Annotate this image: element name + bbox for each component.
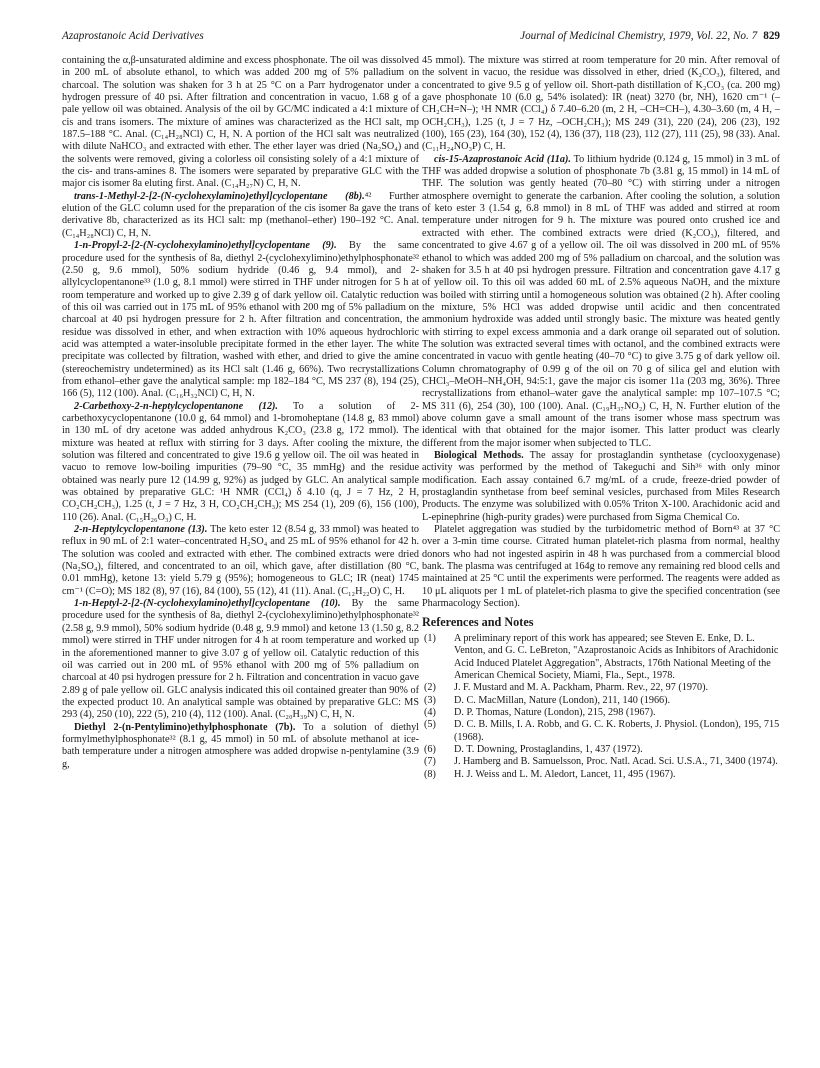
reference-text: H. J. Weiss and L. M. Aledort, Lancet, 11, 495 (1967). bbox=[454, 768, 676, 780]
running-head bbox=[62, 30, 780, 46]
paragraph-body: To a solution of diethyl formylmethylphosphonate³² (8.1 g, 45 mmol) in 50 mL of absolute methanol at ice-bath temperature under a nitrogen atmosphere was added dropwise n-pentylamine (3.9 g, bbox=[62, 721, 419, 770]
reference-number: (8) bbox=[424, 768, 436, 780]
paragraph-body: By the same procedure used for the synthesis of 8a, diethyl 2-(cyclohexylimino)ethylphosphonate³² (2.50 g, 9.6 mmol), 50% sodium hydride (0.46 g, 9.4 mmol), and 2-allylcyclopentanone³³ (1.0 g, 8.1 mmol) were stirred in THF under nitrogen for 5 h at room temperature and worked up to give 2.39 g of dark yellow oil. Catalytic reduction of this oil was carried out in 175 mL of 95% ethanol with 200 mg of 5% palladium on charcoal at 40 psi hydrogen pressure for 2 h. After filtration and concentration, the residue was dissolved in ether, and when extraction with 10% aqueous hydrochloric acid was attempted a water-insoluble precipitate formed in the ether layer. The white precipitate was collected by filtration, washed with ether, and dried to give the amine (stereochemistry undetermined) as its HCl salt (1.46 g, 66%). Two recrystallizations from ethanol–ether gave the analytical sample: mp 182–184 °C, MS 237 (8), 194 (25), 166 (5), 112 (100). Anal. (C₁₆H₃₂NCl) C, H, N. bbox=[62, 240, 419, 400]
references-heading: References and Notes bbox=[422, 615, 534, 630]
reference-text: D. T. Downing, Prostaglandins, 1, 437 (1972). bbox=[454, 743, 643, 755]
reference-item bbox=[422, 744, 780, 756]
reference-number: (2) bbox=[424, 682, 436, 694]
paragraph bbox=[62, 598, 419, 721]
reference-text: D. C. B. Mills, I. A. Robb, and G. C. K. Roberts, J. Physiol. (London), 195, 715 (1968). bbox=[454, 719, 780, 743]
reference-item bbox=[422, 719, 780, 744]
reference-number: (7) bbox=[424, 756, 436, 768]
reference-number: (3) bbox=[424, 694, 436, 706]
paragraph bbox=[62, 401, 419, 524]
reference-text: J. Hamberg and B. Samuelsson, Proc. Natl. Acad. Sci. U.S.A., 71, 3400 (1974). bbox=[454, 756, 778, 768]
reference-number: (4) bbox=[424, 706, 436, 718]
right-column bbox=[422, 55, 780, 781]
paragraph bbox=[422, 154, 780, 450]
compound-heading: 2-n-Heptylcyclopentanone (13). bbox=[74, 524, 208, 536]
paragraph bbox=[62, 524, 419, 598]
paragraph-body: By the same procedure used for the synthesis of 8a, diethyl 2-(cyclohexylimino)ethylphosphonate³² (2.58 g, 9.9 mmol), 50% sodium hydride (0.48 g, 9.9 mmol) and ketone 13 (1.50 g, 8.2 mmol) were stirred in THF under nitrogen for 4 h at room temperature and worked up in the aforementioned manner to give 3.07 g of yellow oil. Catalytic reduction of this oil was carried out in 200 mL of 95% ethanol with 200 mg of 5% palladium on charcoal at 40 psi hydrogen pressure for 2 h. Filtration and concentration in vacuo gave 2.89 g of pale yellow oil. GLC analysis indicated this oil contained greater than 90% of the expected product 10. An analytical sample was obtained by preparative GLC: MS 293 (4), 250 (10), 222 (5), 210 (4), 112 (100). Anal. (C₂₀H₃₉N) C, H, N. bbox=[62, 598, 419, 721]
journal-citation: Journal of Medicinal Chemistry, 1979, Vol. 22, No. 7 bbox=[520, 30, 758, 42]
paragraph bbox=[62, 722, 419, 771]
reference-number: (6) bbox=[424, 743, 436, 755]
compound-heading: cis-15-Azaprostanoic Acid (11a). bbox=[434, 153, 571, 165]
running-head-journal bbox=[520, 30, 780, 42]
paragraph: containing the α,β-unsaturated aldimine and excess phosphonate. The oil was dissolved in 200 mL of absolute ethanol, to which was added 200 mg of 5% palladium on charcoal. The solution was shaken for 3 h at 25 °C on a Parr hydrogenator under a hydrogen pressure of 40 psi. After filtration and concentration in vacuo, 1.68 g of a pale yellow oil was obtained. Analysis of the oil by GC/MC indicated a 4:1 mixture of cis and trans isomers. The mixture of amines was characterized as the HCl salt, mp 187.5–188 °C. Anal. (C₁₄H₂₈NCl) C, H, N. A portion of the HCl salt was neutralized with dilute NaHCO₃ and extracted with ether. The ether layer was dried (Na₂SO₄) and the solvents were removed, giving a colorless oil consisting solely of a 4:1 mixture of the cis- and trans-amines 8. The isomers were separated by preparative GLC with the major cis isomer 8a eluting first. Anal. (C₁₄H₂₇N) C, H, N. bbox=[62, 55, 419, 190]
reference-number: (1) bbox=[424, 632, 436, 644]
reference-item bbox=[422, 756, 780, 768]
section-run-in-heading: Biological Methods. bbox=[434, 450, 524, 461]
paragraph-body: The assay for prostaglandin synthetase (cyclooxygenase) activity was performed by the method of Takeguchi and Sih³⁶ with only minor modification. Each assay contained 6.7 mg/mL of a crude, freeze-dried powder of prostaglandin synthetase from beef seminal vesicles, purchased from Miles Research Products. The enzyme was solubilized with 0.05% Triton X-100. Arachidonic acid and L-epinephrine (high-purity grades) were purchased from Sigma Chemical Co. bbox=[422, 450, 780, 523]
running-head-title: Azaprostanoic Acid Derivatives bbox=[62, 30, 204, 42]
reference-item bbox=[422, 682, 780, 694]
compound-heading: 1-n-Propyl-2-[2-(N-cyclohexylamino)ethyl]cyclopentane (9). bbox=[74, 240, 337, 252]
paragraph-body: The keto ester 12 (8.54 g, 33 mmol) was heated to reflux in 90 mL of 2:1 water–concentrated H₂SO₄ and 25 mL of 95% ethanol for 42 h. The solution was cooled and extracted with ether. The combined extracts were dried (Na₂SO₄), filtered, and concentrated to an oil, which gave, after distillation (80 °C, 0.01 mmHg), ketone 13: yield 5.79 g (95%); homogeneous to GLC; IR (neat) 1745 cm⁻¹ (C=O); MS 182 (8), 97 (16), 84 (100), 55 (12), 41 (11). Anal. (C₁₂H₂₂O) C, H. bbox=[62, 524, 419, 597]
compound-heading: 2-Carbethoxy-2-n-heptylcyclopentanone (12). bbox=[74, 400, 278, 412]
paragraph: Platelet aggregation was studied by the turbidometric method of Born⁴³ at 37 °C over a 3-min time course. Citrated human platelet-rich plasma from normal, healthy donors who had not ingested aspirin in 48 h was purchased from a commercial blood bank. The plasma was centrifuged at 164g to remove any remaining red blood cells and maintained at 25 °C until the experiments were performed. The reagents were added as 10 μL aliquots per 1 mL of platelet-rich plasma to give the specified concentration (see Pharmacology Section). bbox=[422, 524, 780, 610]
paragraph bbox=[62, 240, 419, 400]
reference-text: D. C. MacMillan, Nature (London), 211, 140 (1966). bbox=[454, 694, 671, 706]
reference-item bbox=[422, 769, 780, 781]
paragraph-body: To lithium hydride (0.124 g, 15 mmol) in 3 mL of THF was added dropwise a solution of phosphonate 7b (3.81 g, 15 mmol) in 14 mL of THF. The solution was gently heated (70–80 °C) with stirring under a nitrogen atmosphere overnight to generate the carbanion. After cooling the solution, a solution of keto ester 3 (1.54 g, 6.8 mmol) in 8 mL of THF was added and stirred at room temperature under nitrogen for 9 h. The mixture was poured onto crushed ice and extracted with ether. The combined extracts were dried (K₂CO₃), filtered, and concentrated to give 4.67 g of a yellow oil. The oil was dissolved in 200 mL of 95% ethanol to which was added 200 mg of 5% palladium on charcoal, and the solution was shaken for 3.5 h at 40 psi hydrogen pressure. Filtration and concentration gave 4.17 g of yellow oil. To this oil was added 60 mL of 2.5% aqueous NaOH, and the mixture was boiled with stirring until a homogeneous solution was obtained (2 h). After cooling the mixture, 5% HCl was added dropwise until acidic and then concentrated ammonium hydroxide was added until strongly basic. The mixture was heated gently with stirring to expel excess ammonia and a dark orange oil separated out of solution. The solution was extracted several times with octanol, and the combined extracts were concentrated in vacuo with gentle heating (40–70 °C) to give 3.75 g of dark yellow oil. Column chromatography of 0.99 g of the oil on 70 g of silica gel and elution with CHCl₃–MeOH–NH₄OH, 94:5:1, gave the major cis isomer 11a (203 mg, 36%). Three recrystallizations from ethanol–water gave the analytical sample: mp 107–107.5 °C; MS 311 (6), 254 (30), 100 (100). Anal. (C₁₉H₃₇NO₂) C, H, N. Further elution of the above column gave a small amount of the trans isomer whose mass spectrum was identical with that obtained for the major isomer. This latter product was clearly different from the major isomer when subjected to TLC. bbox=[422, 153, 780, 449]
reference-item bbox=[422, 707, 780, 719]
reference-list bbox=[422, 633, 780, 781]
reference-text: J. F. Mustard and M. A. Packham, Pharm. Rev., 22, 97 (1970). bbox=[454, 682, 709, 694]
reference-text: D. P. Thomas, Nature (London), 215, 298 (1967). bbox=[454, 706, 656, 718]
reference-item bbox=[422, 695, 780, 707]
paragraph-body: ⁴² Further elution of the GLC column used for the preparation of the cis isomer 8a gave the trans derivative 8b, characterized as its HCl salt: mp (methanol–ether) 190–192 °C. Anal. (C₁₄H₂₈NCl) C, H, N. bbox=[62, 190, 419, 239]
paragraph: 45 mmol). The mixture was stirred at room temperature for 20 min. After removal of the solvent in vacuo, the residue was dissolved in ether, dried (K₂CO₃), filtered, and concentrated to give 9.5 g of yellow oil. Short-path distillation of K₂CO₃ (ca. 200 mg) gave phosphonate 10 (6.0 g, 54% isolated): IR (neat) 3270 (br, NH), 1620 cm⁻¹ (–CH₂CH=N–); ¹H NMR (CCl₄) δ 7.40–6.20 (m, 2 H, –CH=CH–), 4.30–3.60 (m, 4 H, –OCH₂CH₃), 1.25 (t, J = 7 Hz, –OCH₂CH₃); MS 249 (31), 220 (24), 206 (23), 192 (100), 165 (23), 164 (30), 152 (4), 136 (37), 118 (23), 112 (27), 111 (25), 98 (33). Anal. (C₁₁H₂₄NO₃P) C, H. bbox=[422, 55, 780, 153]
paragraph-body: To a solution of 2-carbethoxycyclopentanone (10.0 g, 64 mmol) and 1-bromoheptane (14.8 g, 83 mmol) in 130 mL of dry acetone was added anhydrous K₂CO₃ (23.8 g, 172 mmol). The mixture was heated at reflux with stirring for 3 days. After cooling the mixture, the solution was filtered and concentrated to give 19.6 g yellow oil. The oil was heated in vacuo to remove low-boiling impurities (79–90 °C, 35 mmHg) and the residue obtained was nearly pure 12 (14.99 g, 92%) as judged by GLC. An analytical sample was obtained by preparative GLC: ¹H NMR (CCl₄) δ 4.10 (q, J = 7 Hz, 2 H, CO₂CH₂CH₃), 1.25 (t, J = 7 Hz, 3 H, CO₂CH₂CH₃); MS 254 (1), 209 (6), 156 (100), 110 (26). Anal. (C₁₅H₂₆O₃) C, H. bbox=[62, 400, 419, 523]
left-column bbox=[62, 55, 419, 771]
paragraph bbox=[422, 450, 780, 524]
compound-heading: 1-n-Heptyl-2-[2-(N-cyclohexylamino)ethyl]cyclopentane (10). bbox=[74, 598, 341, 610]
reference-text: A preliminary report of this work has appeared; see Steven E. Enke, D. L. Venton, and G. C. LeBreton, "Azaprostanoic Acids as Inhibitors of Arachidonic Acid Induced Platelet Aggregation", Abstracts, 176th National Meeting of the American Chemical Society, Miami, Fla., Sept., 1978. bbox=[454, 632, 779, 681]
compound-heading: Diethyl 2-(n-Pentylimino)ethylphosphonate (7b). bbox=[74, 721, 296, 733]
reference-number: (5) bbox=[424, 719, 436, 731]
reference-item bbox=[422, 633, 780, 682]
paragraph bbox=[62, 191, 419, 240]
compound-heading: trans-1-Methyl-2-[2-(N-cyclohexylamino)ethyl]cyclopentane (8b). bbox=[74, 190, 365, 202]
page-number: 829 bbox=[763, 30, 780, 42]
